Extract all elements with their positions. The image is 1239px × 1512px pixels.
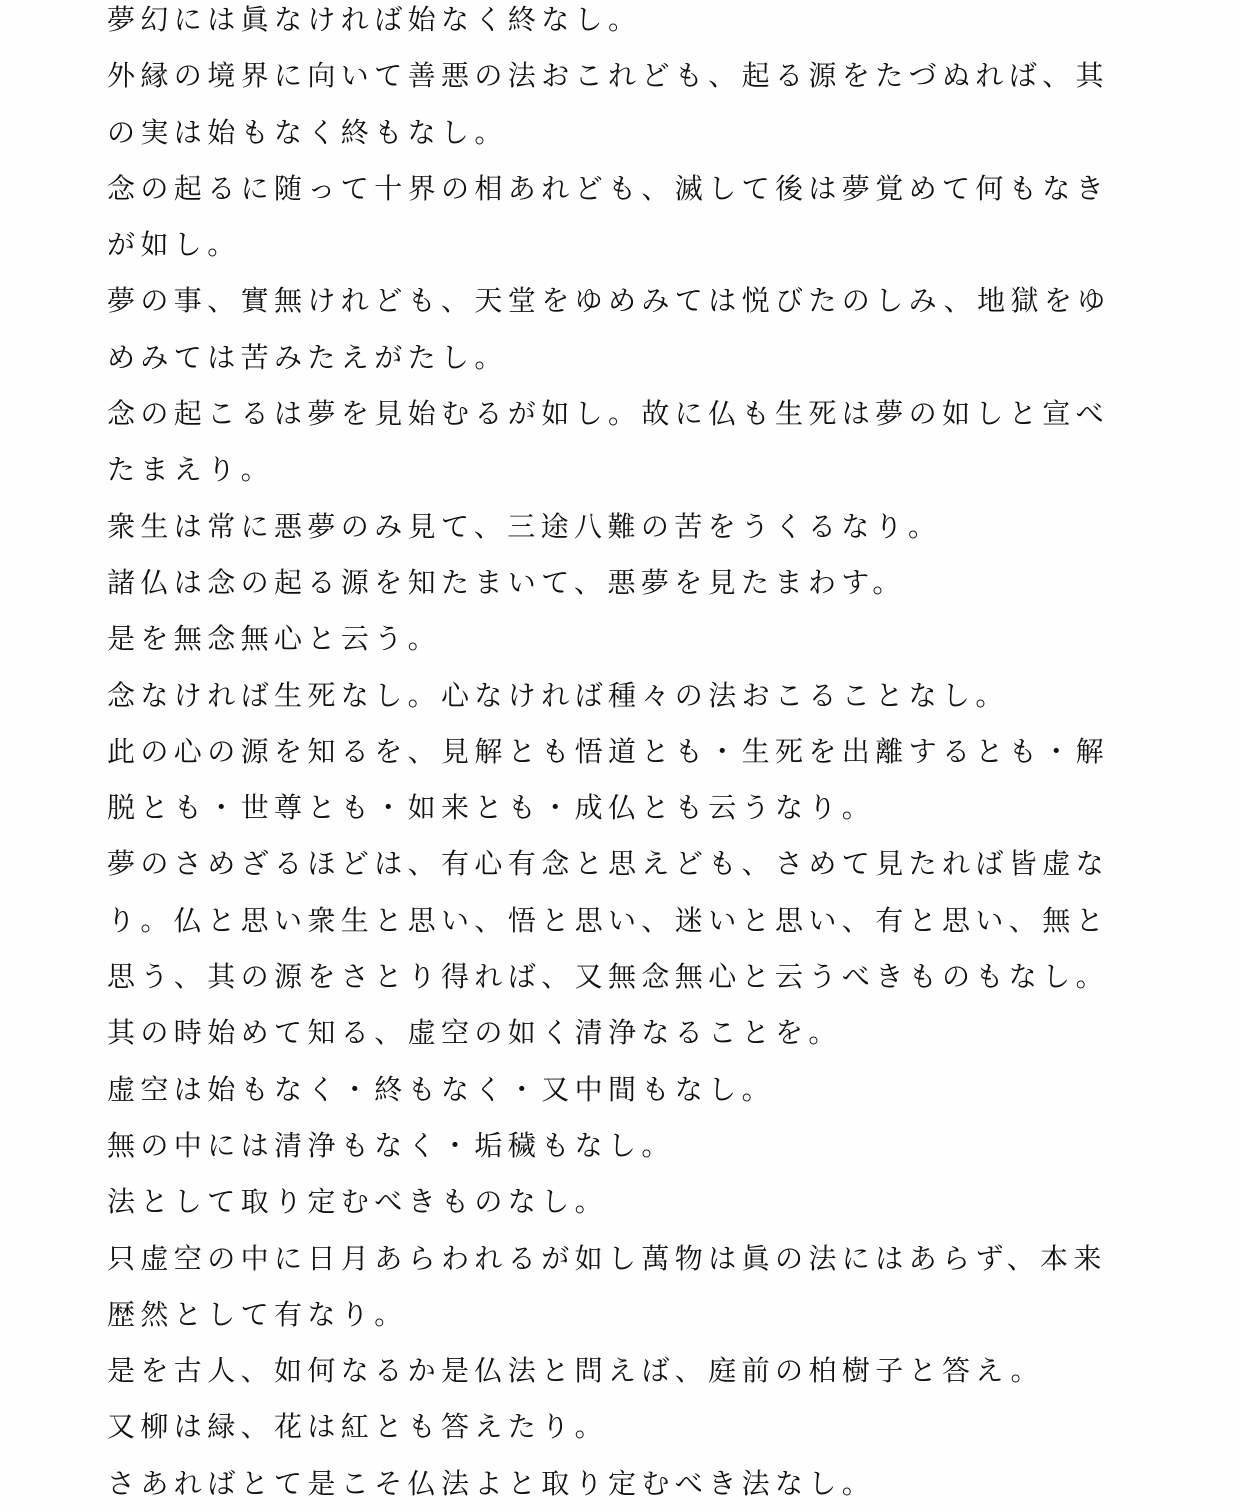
text-line: 此の心の源を知るを、見解とも悟道とも・生死を出離するとも・解 — [107, 734, 1110, 768]
text-line: 諸仏は念の起る源を知たまいて、悪夢を見たまわす。 — [107, 565, 906, 599]
text-line: 夢の事、實無けれども、天堂をゆめみては悦びたのしみ、地獄をゆ — [107, 284, 1111, 318]
text-line: 念なければ生死なし。心なければ種々の法おこることなし。 — [107, 678, 1009, 712]
text-line: さあればとて是こそ仏法よと取り定むべき法なし。 — [107, 1466, 876, 1500]
text-line: めみては苦みたえがたし。 — [107, 340, 508, 374]
text-line: 思う、其の源をさとり得れば、又無念無心と云うべきものもなし。 — [107, 960, 1110, 994]
text-line: 無の中には清浄もなく・垢穢もなし。 — [107, 1128, 675, 1162]
text-line: 脱とも・世尊とも・如来とも・成仏とも云うなり。 — [107, 791, 876, 825]
text-line: 夢幻には眞なければ始なく終なし。 — [107, 3, 642, 36]
text-line: 是を無念無心と云う。 — [107, 622, 442, 656]
text-line: 外縁の境界に向いて善悪の法おこれども、起る源をたづぬれば、其 — [107, 59, 1110, 93]
text-line: 法として取り定むべきものなし。 — [107, 1185, 609, 1219]
text-line: たまえり。 — [107, 453, 275, 487]
text-line: 是を古人、如何なるか是仏法と問えば、庭前の柏樹子と答え。 — [107, 1354, 1044, 1388]
text-line: が如し。 — [107, 228, 241, 262]
text-line: 念の起こるは夢を見始むるが如し。故に仏も生死は夢の如しと宣べ — [107, 397, 1110, 431]
text-line: 夢のさめざるほどは、有心有念と思えども、さめて見たれば皆虚な — [107, 847, 1110, 881]
text-line: り。仏と思い衆生と思い、悟と思い、迷いと思い、有と思い、無と — [107, 903, 1110, 937]
text-line: 只虚空の中に日月あらわれるが如し萬物は眞の法にはあらず、本来 — [107, 1241, 1107, 1275]
document-body — [107, 0, 1117, 1512]
text-line: 虚空は始もなく・終もなく・又中間もなし。 — [107, 1072, 776, 1106]
text-line: 衆生は常に悪夢のみ見て、三途八難の苦をうくるなり。 — [107, 509, 942, 543]
text-line: の実は始もなく終もなし。 — [107, 115, 508, 149]
text-line: 其の時始めて知る、虚空の如く清浄なることを。 — [107, 1016, 842, 1050]
text-line: 又柳は緑、花は紅とも答えたり。 — [107, 1410, 609, 1444]
text-line: 念の起るに随って十界の相あれども、滅して後は夢覚めて何もなき — [107, 171, 1110, 205]
text-line: 歴然として有なり。 — [107, 1297, 408, 1331]
